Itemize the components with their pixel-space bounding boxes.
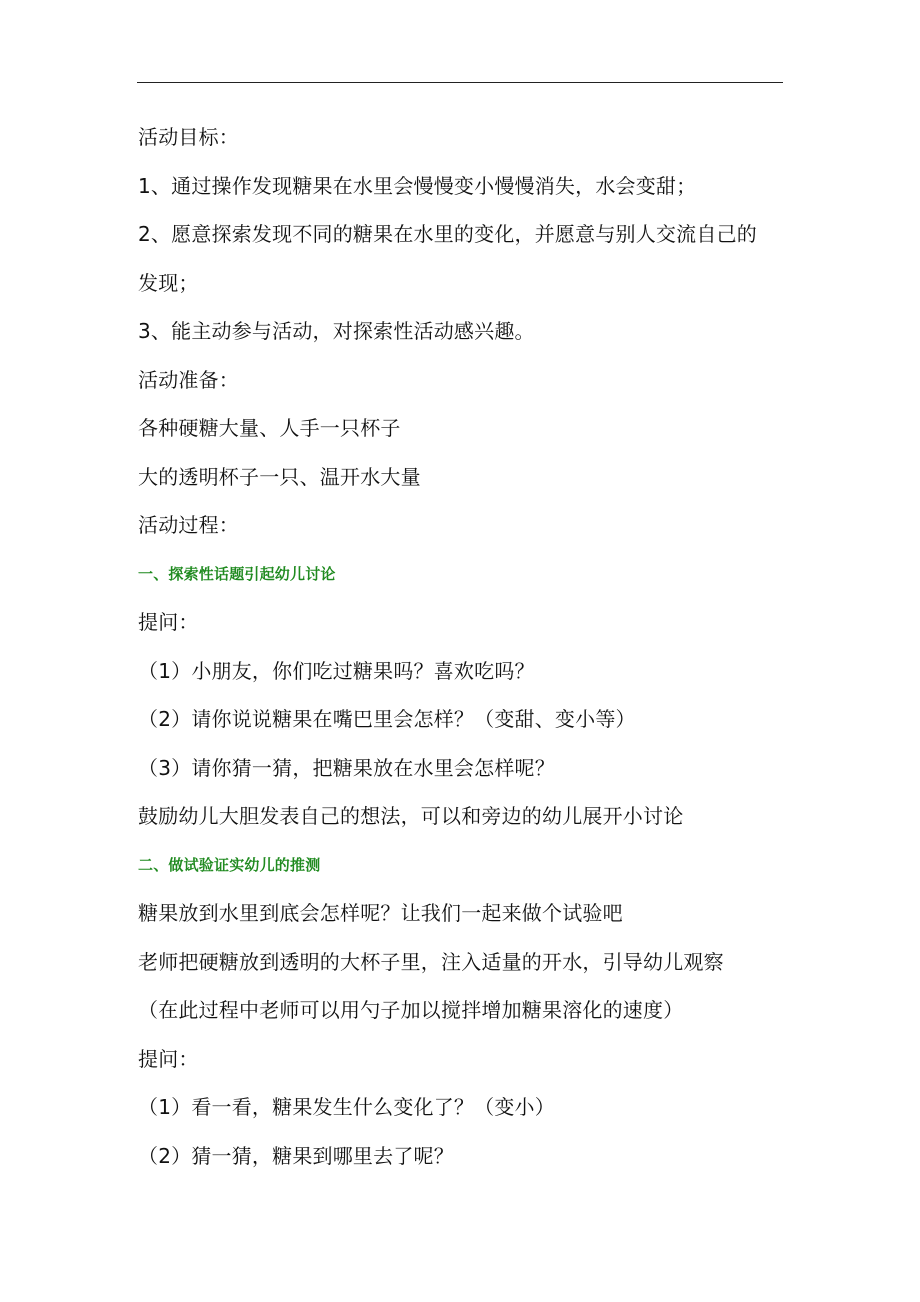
document-body (138, 113, 788, 1180)
header-rule (137, 82, 783, 83)
question-item: （2）请你说说糖果在嘴巴里会怎样？（变甜、变小等） (138, 707, 636, 731)
question-label: 提问： (138, 610, 199, 634)
section-label-goals: 活动目标： (138, 125, 239, 149)
paragraph-text: 糖果放到水里到底会怎样呢？让我们一起来做个试验吧 (138, 901, 623, 925)
paragraph-text: （在此过程中老师可以用勺子加以搅拌增加糖果溶化的速度） (138, 998, 684, 1022)
process-heading-1: 一、探索性话题引起幼儿讨论 (138, 564, 336, 583)
question-item: （1）看一看，糖果发生什么变化了？（变小） (138, 1095, 555, 1119)
goal-item-2: 2、愿意探索发现不同的糖果在水里的变化，并愿意与别人交流自己的 (138, 222, 757, 246)
paragraph-text: 鼓励幼儿大胆发表自己的想法，可以和旁边的幼儿展开小讨论 (138, 804, 684, 828)
section-label-process: 活动过程： (138, 513, 239, 537)
goal-item-3: 3、能主动参与活动，对探索性活动感兴趣。 (138, 319, 535, 343)
question-label: 提问： (138, 1046, 199, 1071)
preparation-item-2: 大的透明杯子一只、温开水大量 (138, 464, 421, 489)
paragraph-text: 老师把硬糖放到透明的大杯子里，注入适量的开水，引导幼儿观察 (138, 949, 724, 974)
preparation-item-1: 各种硬糖大量、人手一只杯子 (138, 416, 401, 440)
process-heading-2: 二、做试验证实幼儿的推测 (138, 855, 321, 874)
goal-item-2-continued: 发现； (138, 270, 199, 295)
question-item: （2）猜一猜，糖果到哪里去了呢？ (138, 1143, 454, 1168)
question-item: （1）小朋友，你们吃过糖果吗？喜欢吃吗？ (138, 658, 535, 683)
section-label-preparation: 活动准备： (138, 367, 239, 392)
goal-item-1: 1、通过操作发现糖果在水里会慢慢变小慢慢消失，水会变甜； (138, 173, 697, 198)
question-item: （3）请你猜一猜，把糖果放在水里会怎样呢？ (138, 755, 555, 780)
